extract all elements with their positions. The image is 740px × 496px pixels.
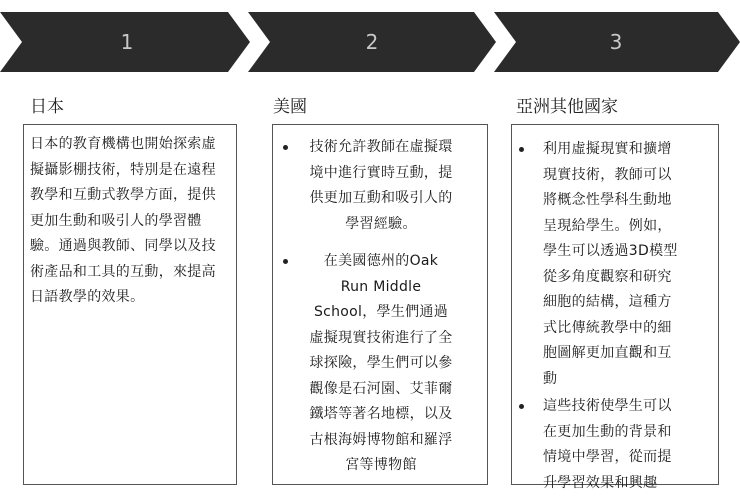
column-title-asia: 亞洲其他國家: [516, 97, 618, 117]
column-title-usa: 美國: [273, 97, 307, 117]
asia-bullet-2: 這些技術使學生可以在更加生動的背景和情境中學習，從而提升學習效果和興趣: [543, 398, 672, 491]
usa-bullet-list: [273, 135, 487, 479]
step-1-number: 1: [120, 30, 134, 54]
usa-content-box: [272, 124, 488, 485]
step-2-number: 2: [365, 30, 379, 54]
bullet-icon: [283, 259, 288, 264]
list-item: [512, 137, 718, 392]
asia-bullet-1: 利用虛擬現實和擴增現實技術，教師可以將概念性學科生動地呈現給學生。例如，學生可以透過3D模型從多角度觀察和研究細胞的結構，這種方式比傳統教學中的細胞圖解更加直觀和互動: [543, 141, 678, 387]
usa-bullet-1: 技術允許教師在虛擬環境中進行實時互動，提供更加互動和吸引人的學習經驗。: [309, 139, 453, 232]
bullet-icon: [283, 145, 288, 150]
japan-content-box: [23, 124, 237, 485]
list-item: [273, 135, 487, 237]
asia-content-box: [511, 124, 719, 491]
list-item: [512, 394, 718, 496]
list-item: [273, 249, 487, 479]
japan-description: 日本的教育機構也開始探索虛擬攝影棚技術，特別是在遠程教學和互動式教學方面，提供更加生動和吸引人的學習體驗。通過與教師、同學以及技術產品和工具的互動，來提高日語教學的效果。: [30, 136, 216, 305]
step-3-number: 3: [609, 30, 623, 54]
process-chevron-bar: [0, 0, 740, 72]
usa-bullet-2: 在美國德州的Oak Run Middle School，學生們通過虛擬現實技術進行了全球探險，學生們可以參觀像是石河園、艾菲爾鐵塔等著名地標，以及古根海姆博物館和羅浮宮等博物館: [309, 253, 453, 473]
column-title-japan: 日本: [30, 97, 64, 117]
bullet-icon: [519, 404, 524, 409]
bullet-icon: [519, 147, 524, 152]
asia-bullet-list: [512, 137, 718, 496]
